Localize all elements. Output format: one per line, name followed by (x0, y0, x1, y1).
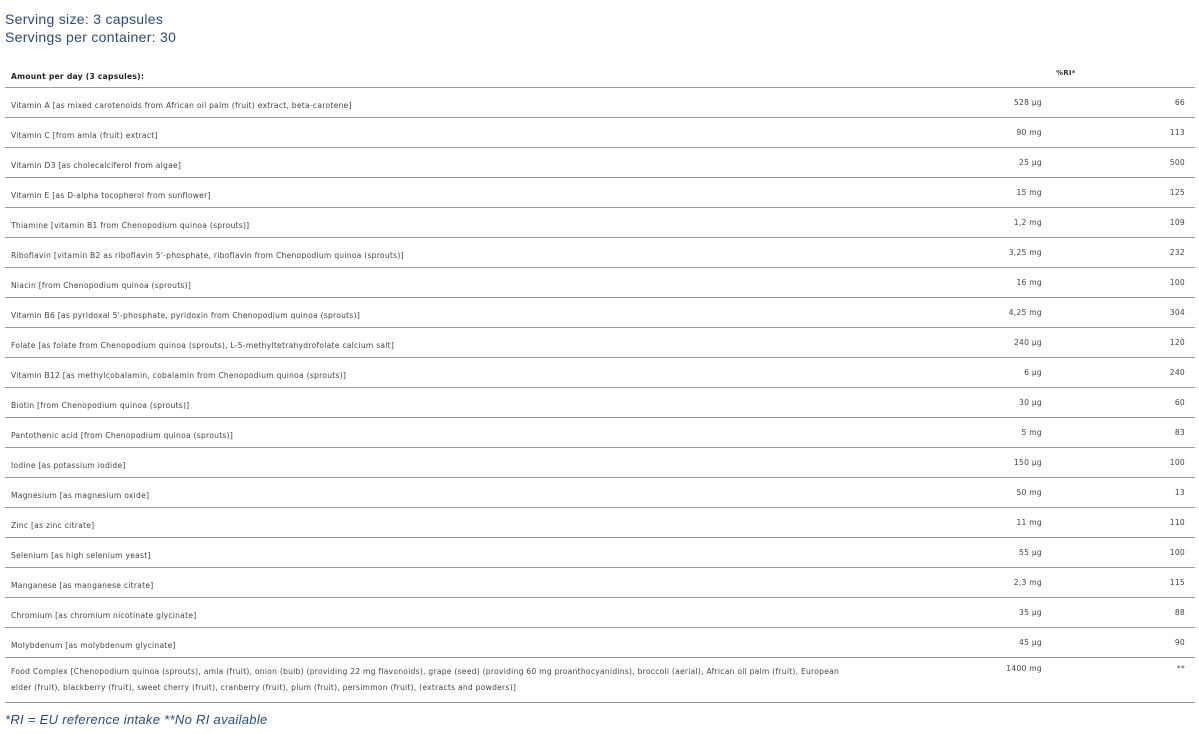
nutrient-name: Riboflavin [vitamin B2 as riboflavin 5'-phosphate, riboflavin from Chenopodium quinoa (sprouts)] (11, 251, 404, 260)
table-row (5, 597, 1195, 627)
nutrient-amount: 528 µg (1013, 98, 1042, 107)
nutrient-name: Vitamin B6 [as pyridoxal 5'-phosphate, pyridoxin from Chenopodium quinoa (sprouts)] (11, 311, 361, 320)
table-row (5, 357, 1195, 387)
nutrient-name: Vitamin C [from amla (fruit) extract] (11, 131, 158, 140)
nutrient-amount: 240 µg (1013, 338, 1042, 347)
servings-per-container: Servings per container: 30 (5, 29, 177, 45)
nutrient-name: Selenium [as high selenium yeast] (11, 551, 151, 560)
nutrient-ri: 240 (1169, 368, 1185, 377)
nutrient-amount: 2,3 mg (1013, 578, 1042, 587)
nutrient-amount: 3,25 mg (1008, 248, 1042, 257)
nutrient-name: Vitamin E [as D-alpha tocopherol from sunflower] (11, 191, 211, 200)
table-row (5, 417, 1195, 447)
nutrient-amount: 1400 mg (1006, 664, 1042, 673)
table-header-row (5, 58, 1195, 87)
serving-size: Serving size: 3 capsules (5, 11, 164, 27)
nutrient-amount: 150 µg (1013, 458, 1042, 467)
table-row (5, 477, 1195, 507)
nutrient-ri: ** (1176, 664, 1185, 673)
nutrient-name: Zinc [as zinc citrate] (11, 521, 95, 530)
nutrient-amount: 30 µg (1019, 398, 1042, 407)
nutrient-amount: 4,25 mg (1008, 308, 1042, 317)
nutrient-amount: 6 µg (1024, 368, 1042, 377)
nutrient-name: Folate [as folate from Chenopodium quinoa (sprouts), L-5-methyltetrahydrofolate calcium salt] (11, 341, 395, 350)
table-row (5, 507, 1195, 537)
table-row (5, 267, 1195, 297)
nutrient-ri: 115 (1169, 578, 1185, 587)
table-row (5, 567, 1195, 597)
nutrient-ri: 88 (1174, 608, 1185, 617)
table-row (5, 87, 1195, 117)
nutrient-amount: 25 µg (1019, 158, 1042, 167)
nutrient-ri: 60 (1174, 398, 1185, 407)
table-row (5, 387, 1195, 417)
nutrient-ri: 500 (1169, 158, 1185, 167)
nutrient-amount: 15 mg (1016, 188, 1042, 197)
nutrient-ri: 113 (1169, 128, 1185, 137)
nutrient-amount: 11 mg (1016, 518, 1042, 527)
header-ri: %RI* (1056, 69, 1076, 77)
nutrient-ri: 100 (1169, 548, 1185, 557)
nutrient-amount: 45 µg (1019, 638, 1042, 647)
nutrient-name: Chromium [as chromium nicotinate glycinate] (11, 611, 197, 620)
nutrient-amount: 5 mg (1021, 428, 1042, 437)
nutrient-name: Niacin [from Chenopodium quinoa (sprouts)] (11, 281, 192, 290)
nutrient-name: Molybdenum [as molybdenum glycinate] (11, 641, 176, 650)
nutrient-name: Food Complex [Chenopodium quinoa (sprouts), amla (fruit), onion (bulb) (providing 22 mg flavonoids), grape (seed) (providing 60 mg proanthocyanidins), broccoli (aerial), African oil palm (fruit), European elder (fruit), blackberry (fruit), sweet cherry (fruit), cranberry (fruit), plum (fruit), persimmon (fruit), (extracts and powders)] (11, 667, 840, 692)
nutrient-name: Biotin [from Chenopodium quinoa (sprouts)] (11, 401, 190, 410)
header-amount-per-day: Amount per day (3 capsules): (11, 72, 145, 81)
nutrient-amount: 90 mg (1016, 128, 1042, 137)
nutrient-name: Vitamin A [as mixed carotenoids from African oil palm (fruit) extract, beta-carotene] (11, 101, 352, 110)
nutrient-amount: 35 µg (1019, 608, 1042, 617)
table-row (5, 447, 1195, 477)
nutrient-amount: 55 µg (1019, 548, 1042, 557)
nutrient-name: Thiamine [vitamin B1 from Chenopodium quinoa (sprouts)] (11, 221, 250, 230)
table-row (5, 207, 1195, 237)
nutrient-ri: 100 (1169, 278, 1185, 287)
serving-info (5, 10, 176, 46)
table-row (5, 297, 1195, 327)
nutrient-ri: 304 (1169, 308, 1185, 317)
table-row (5, 117, 1195, 147)
nutrient-ri: 125 (1169, 188, 1185, 197)
nutrient-ri: 120 (1169, 338, 1185, 347)
nutrient-amount: 50 mg (1016, 488, 1042, 497)
nutrient-name: Magnesium [as magnesium oxide] (11, 491, 150, 500)
table-row (5, 327, 1195, 357)
nutrient-amount: 16 mg (1016, 278, 1042, 287)
nutrient-ri: 90 (1174, 638, 1185, 647)
table-row (5, 147, 1195, 177)
nutrient-name: Iodine [as potassium iodide] (11, 461, 126, 470)
table-body (5, 87, 1195, 703)
nutrient-amount: 1,2 mg (1013, 218, 1042, 227)
table-row (5, 537, 1195, 567)
nutrient-name: Vitamin D3 [as cholecalciferol from algae] (11, 161, 182, 170)
table-row (5, 237, 1195, 267)
nutrient-name: Vitamin B12 [as methylcobalamin, cobalamin from Chenopodium quinoa (sprouts)] (11, 371, 347, 380)
nutrient-ri: 66 (1174, 98, 1185, 107)
nutrient-ri: 100 (1169, 458, 1185, 467)
table-row (5, 657, 1195, 703)
table-row (5, 627, 1195, 657)
nutrient-ri: 232 (1169, 248, 1185, 257)
nutrient-name: Manganese [as manganese citrate] (11, 581, 154, 590)
footnote: *RI = EU reference intake **No RI available (5, 712, 268, 727)
nutrient-name: Pantothenic acid [from Chenopodium quinoa (sprouts)] (11, 431, 234, 440)
table-row (5, 177, 1195, 207)
nutrient-ri: 83 (1174, 428, 1185, 437)
nutrient-ri: 13 (1174, 488, 1185, 497)
nutrition-table (5, 58, 1195, 703)
nutrient-ri: 110 (1169, 518, 1185, 527)
nutrient-ri: 109 (1169, 218, 1185, 227)
